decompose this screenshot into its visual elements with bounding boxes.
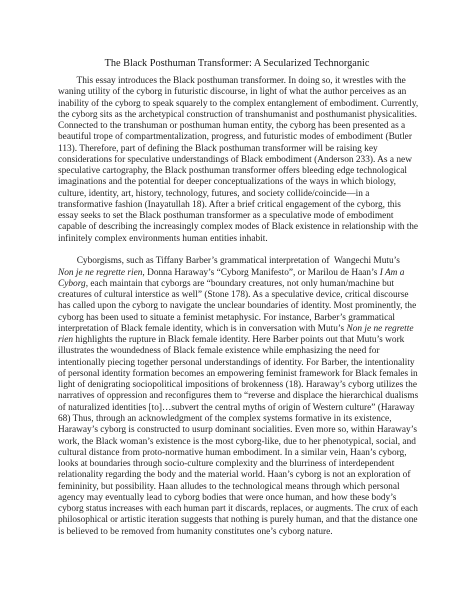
document-body xyxy=(58,76,418,538)
text-line xyxy=(58,132,418,143)
text-run: narratives of oppression and reconfigures them to “reverse and displace the hierarchical dualisms xyxy=(58,391,419,402)
text-line xyxy=(58,301,418,312)
text-run: 113). Therefore, part of defining the Black posthuman transformer will be raising key xyxy=(58,143,378,154)
text-line xyxy=(58,177,418,188)
text-line xyxy=(58,76,418,87)
text-run: Haraway’s cyborg is constructed to usurp dominant socialities. Even more so, within Haraway’s xyxy=(58,425,417,436)
text-line xyxy=(58,313,418,324)
text-run: capable of describing the increasingly complex modes of Black existence in relationship with the xyxy=(58,222,419,233)
text-line xyxy=(58,403,418,414)
text-line xyxy=(58,369,418,380)
text-run: cyborg has been used to situate a feminist metaphysic. For instance, Barber’s grammatical xyxy=(58,312,395,323)
text-run: essay seeks to set the Black posthuman transformer as a speculative mode of embodiment xyxy=(58,211,394,222)
text-line xyxy=(58,121,418,132)
text-run: beautiful trope of compartmentalization, progress, and futuristic modes of embodiment (Butler xyxy=(58,132,412,143)
text-run: infinitely complex environments human entities inhabit. xyxy=(58,233,268,244)
text-run: cultural distance from proto-normative human embodiment. In a similar vein, Haan’s cyborg, xyxy=(58,447,407,458)
italic-title-text: Non je ne regrette xyxy=(346,323,414,334)
text-line xyxy=(58,470,418,481)
text-run: , each maintain that cyborgs are “boundary creatures, not only human/machine but xyxy=(85,278,395,289)
text-line xyxy=(58,110,418,121)
text-line xyxy=(58,448,418,459)
text-run: agency may eventually lead to cyborg bodies that were once human, and how these body’s xyxy=(58,492,397,503)
text-run: of personal identity formation becomes an empowering feminist framework for Black females in xyxy=(58,368,418,379)
text-run: This essay introduces the Black posthuman transformer. In doing so, it wrestles with the xyxy=(58,76,406,86)
text-line xyxy=(58,515,418,526)
text-line xyxy=(58,155,418,166)
text-line xyxy=(58,166,418,177)
text-run: highlights the rupture in Black female identity. Here Barber points out that Mutu’s work xyxy=(73,335,405,346)
text-line xyxy=(58,290,418,301)
paragraph-gap xyxy=(58,245,418,256)
text-line xyxy=(58,493,418,504)
text-run: of naturalized identities [to]…subvert the central myths of origin of Western culture” (Haraway xyxy=(58,402,415,413)
text-line xyxy=(58,380,418,391)
text-line xyxy=(58,414,418,425)
text-run: relationality regarding the body and the material world. Haan’s cyborg is not an exploration of xyxy=(58,470,411,481)
text-run: is believed to be removed from humanity constitutes one’s cyborg nature. xyxy=(58,526,333,537)
text-run: looks at boundaries through socio-culture complexity and the blurriness of interdependent xyxy=(58,459,395,470)
text-run: culture, identity, art, history, technology, futures, and society collide/coincide—in a xyxy=(58,188,370,199)
paragraph xyxy=(58,256,418,538)
text-line xyxy=(58,527,418,538)
text-line xyxy=(58,234,418,245)
text-line xyxy=(58,222,418,233)
text-line xyxy=(58,346,418,357)
text-run: philosophical or artistic iteration suggests that nothing is purely human, and that the distance one xyxy=(58,515,418,526)
paragraph xyxy=(58,76,418,245)
italic-title-text: Non je ne regrette rien xyxy=(58,267,143,278)
text-line xyxy=(58,391,418,402)
text-line xyxy=(58,324,418,335)
text-run: work, the Black woman’s existence is the most cyborg-like, due to her phenotypical, social, and xyxy=(58,436,416,447)
text-line xyxy=(58,358,418,369)
text-run: light of denigrating sociopolitical impositions of brokenness (18). Haraway’s cyborg utilizes the xyxy=(58,380,417,391)
text-line xyxy=(58,87,418,98)
text-line xyxy=(58,144,418,155)
text-run: transformative fashion (Inayatullah 18). After a brief critical engagement of the cyborg, this xyxy=(58,199,401,210)
text-line xyxy=(58,425,418,436)
text-run: considerations for speculative understandings of Black embodiment (Anderson 233). As a new xyxy=(58,154,412,165)
text-run: waning utility of the cyborg in futuristic discourse, in light of what the author perceives as an xyxy=(58,87,407,98)
text-line xyxy=(58,335,418,346)
text-run: creatures of cultural interstice as well” (Stone 178). As a speculative device, critical discourse xyxy=(58,290,409,301)
text-line xyxy=(58,189,418,200)
text-run: Cyborgisms, such as Tiffany Barber’s grammatical interpretation of Wangechi Mutu’s xyxy=(58,256,400,267)
text-run: inability of the cyborg to speak squarely to the complex entanglement of embodiment. Currently, xyxy=(58,98,419,109)
text-run: the cyborg sits as the archetypical construction of transhumanist and posthumanist physicalities. xyxy=(58,109,417,120)
text-line xyxy=(58,211,418,222)
text-line xyxy=(58,99,418,110)
text-line xyxy=(58,437,418,448)
document-title: The Black Posthuman Transformer: A Secularized Technorganic xyxy=(104,58,370,69)
text-run: , Donna Haraway’s “Cyborg Manifesto”, or Marilou de Haan’s xyxy=(142,267,380,278)
italic-title-text: rien xyxy=(58,335,74,346)
text-line xyxy=(58,482,418,493)
text-run: interpretation of Black female identity, which is in conversation with Mutu’s xyxy=(58,323,347,334)
text-run: illustrates the woundedness of Black female existence while emphasizing the need for xyxy=(58,346,380,357)
text-run: speculative cartography, the Black posthuman transformer offers bleeding edge technological xyxy=(58,166,407,177)
text-run: femininity, but possibility. Haan alludes to the technological means through which personal xyxy=(58,481,400,492)
text-line xyxy=(58,200,418,211)
text-run: has called upon the cyborg to navigate the unclear boundaries of identity. Most prominently, the xyxy=(58,301,417,312)
text-run: intentionally piecing together personal understandings of identity. For Barber, the intentionality xyxy=(58,357,415,368)
text-line xyxy=(58,256,418,267)
italic-title-text: Cyborg xyxy=(58,278,86,289)
text-line xyxy=(58,268,418,279)
text-line xyxy=(58,504,418,515)
text-run: imaginations and the potential for deeper conceptualizations of the ways in which biology, xyxy=(58,177,397,188)
text-run: cyborg status increases with each human part it discards, replaces, or augments. The crux of each xyxy=(58,504,418,515)
italic-title-text: I Am a xyxy=(379,267,405,278)
text-run: Connected to the transhuman or posthuman human entity, the cyborg has been presented as a xyxy=(58,121,406,132)
text-line xyxy=(58,279,418,290)
text-run: 68) Thus, through an acknowledgment of the complex systems formative in its existence, xyxy=(58,413,392,424)
text-line xyxy=(58,459,418,470)
